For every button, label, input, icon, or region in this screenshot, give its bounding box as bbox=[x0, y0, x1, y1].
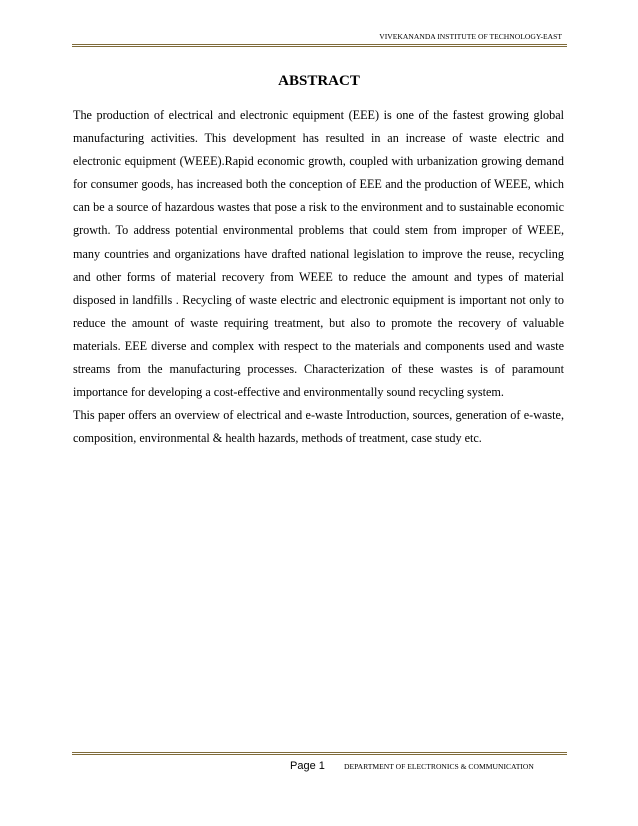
abstract-body bbox=[73, 104, 564, 450]
header-institute-name: VIVEKANANDA INSTITUTE OF TECHNOLOGY-EAST bbox=[379, 32, 562, 41]
page-number: Page 1 bbox=[290, 760, 325, 772]
page-title: ABSTRACT bbox=[278, 73, 360, 89]
header-divider bbox=[72, 44, 567, 47]
abstract-paragraph-1: The production of electrical and electronic equipment (EEE) is one of the fastest growing global manufacturing activities. This development has resulted in an increase of waste electric and electronic equipment (WEEE).Rapid economic growth, coupled with urbanization growing demand for consumer goods, has increased both the conception of EEE and the production of WEEE, which can be a source of hazardous wastes that pose a risk to the environment and to sustainable economic growth. To address potential environmental problems that could stem from improper of WEEE, many countries and organizations have drafted national legislation to improve the reuse, recycling and other forms of material recovery from WEEE to reduce the amount and types of material disposed in landfills . Recycling of waste electric and electronic equipment is important not only to reduce the amount of waste requiring treatment, but also to promote the recovery of valuable materials. EEE diverse and complex with respect to the materials and components used and waste streams from the manufacturing processes. Characterization of these wastes is of paramount importance for developing a cost-effective and environmentally sound recycling system. bbox=[73, 108, 564, 400]
abstract-paragraph-2: This paper offers an overview of electrical and e-waste Introduction, sources, generation of e-waste, composition, environmental & health hazards, methods of treatment, case study etc. bbox=[73, 408, 564, 446]
footer-divider bbox=[72, 752, 567, 755]
page-footer bbox=[290, 760, 534, 772]
footer-department: DEPARTMENT OF ELECTRONICS & COMMUNICATION bbox=[344, 762, 534, 771]
